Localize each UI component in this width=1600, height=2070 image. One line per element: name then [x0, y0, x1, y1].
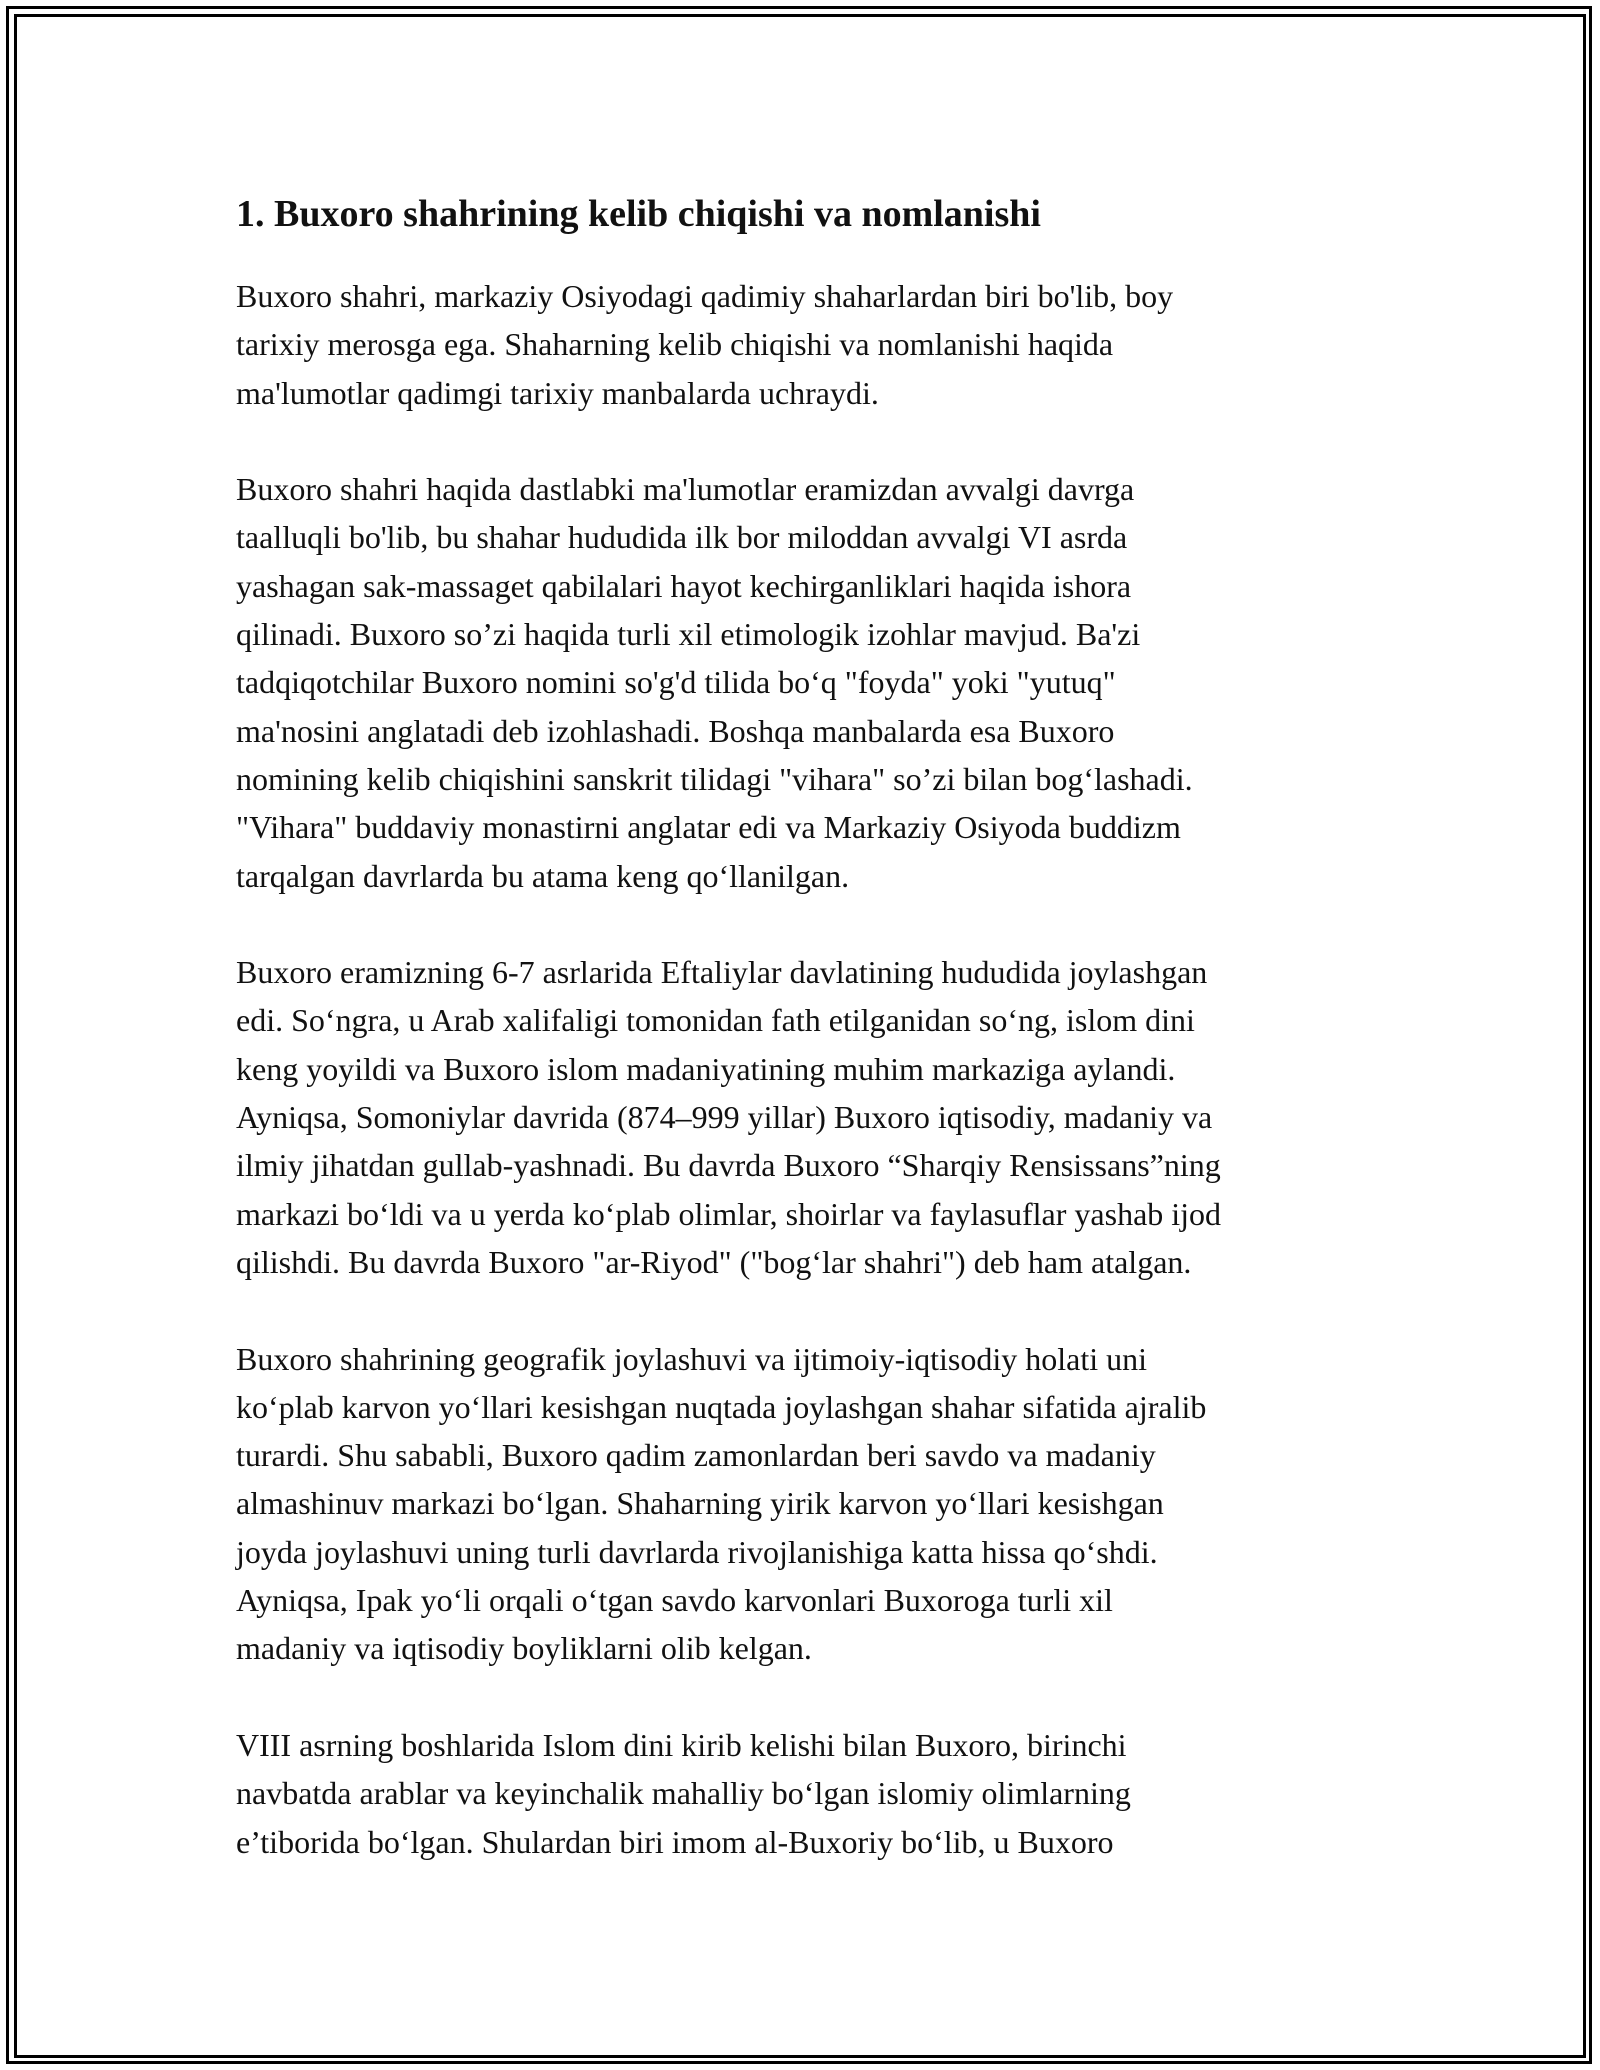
section-heading: 1. Buxoro shahrining kelib chiqishi va nomlanishi — [236, 193, 1041, 235]
paragraph-3: Buxoro eramizning 6-7 asrlarida Eftaliylar davlatining hududida joylashgan edi. So‘ngra, u Arab xalifaligi tomonidan fath etilganidan so‘ng, islom dini keng yoyildi va Buxoro islom madaniyatining muhim markaziga aylandi. Ayniqsa, Somoniylar davrida (874–999 yillar) Buxoro iqtisodiy, madaniy va ilmiy jihatdan gullab-yashnadi. Bu davrda Buxoro “Sharqiy Rensissans”ning markazi bo‘ldi va u yerda ko‘plab olimlar, shoirlar va faylasuflar yashab ijod qilishdi. Bu davrda Buxoro "ar-Riyod" ("bog‘lar shahri") deb ham atalgan. — [236, 954, 1222, 1280]
paragraph-4: Buxoro shahrining geografik joylashuvi va ijtimoiy-iqtisodiy holati uni ko‘plab karvon yo‘llari kesishgan nuqtada joylashgan shahar sifatida ajralib turardi. Shu sababli, Buxoro qadim zamonlardan beri savdo va madaniy almashinuv markazi bo‘lgan. Shaharning yirik karvon yo‘llari kesishgan joyda joylashuvi uning turli davrlarda rivojlanishiga katta hissa qo‘shdi. Ayniqsa, Ipak yo‘li orqali o‘tgan savdo karvonlari Buxoroga turli xil madaniy va iqtisodiy boyliklarni olib kelgan. — [236, 1340, 1207, 1667]
paragraph-2: Buxoro shahri haqida dastlabki ma'lumotlar eramizdan avvalgi davrga taalluqli bo'lib, bu shahar hududida ilk bor miloddan avvalgi VI asrda yashagan sak-massaget qabilalari hayot kechirganliklari haqida ishora qilinadi. Buxoro so’zi haqida turli xil etimologik izohlar mavjud. Ba'zi tadqiqotchilar Buxoro nomini so'g'd tilida bo‘q "foyda" yoki "yutuq" ma'nosini anglatadi deb izohlashadi. Boshqa manbalarda esa Buxoro nomining kelib chiqishini sanskrit tilidagi "vihara" so’zi bilan bog‘lashadi. "Vihara" buddaviy monastirni anglatar edi va Markaziy Osiyoda buddizm tarqalgan davrlarda bu atama keng qo‘llanilgan. — [236, 471, 1193, 894]
document-body — [236, 186, 1386, 1914]
paragraph-1: Buxoro shahri, markaziy Osiyodagi qadimiy shaharlardan biri bo'lib, boy tarixiy merosga ega. Shaharning kelib chiqishi va nomlanishi haqida ma'lumotlar qadimgi tarixiy manbalarda uchraydi. — [236, 278, 1174, 411]
paragraph-5: VIII asrning boshlarida Islom dini kirib kelishi bilan Buxoro, birinchi navbatda arablar va keyinchalik mahalliy bo‘lgan islomiy olimlarning e’tiborida bo‘lgan. Shulardan biri imom al-Buxoriy bo‘lib, u Buxoro — [236, 1726, 1131, 1860]
